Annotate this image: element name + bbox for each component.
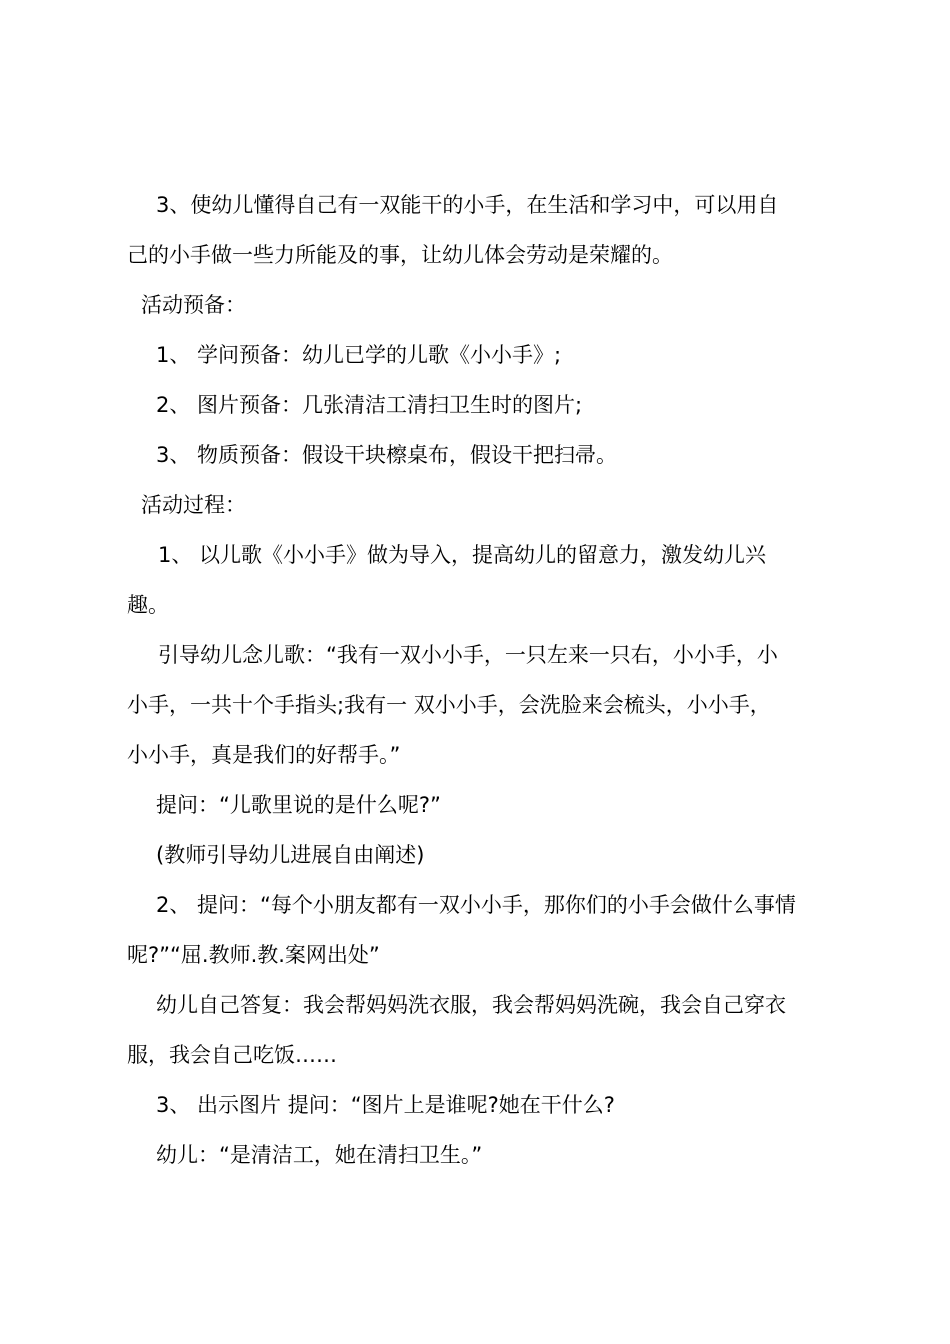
text-line: 小小手，真是我们的好帮手。” (127, 743, 401, 767)
list-item: 3、 物质预备：假设干块檫桌布，假设干把扫帚。 (156, 443, 618, 467)
section-heading: 活动预备： (141, 293, 246, 317)
list-item: 2、 提问：“每个小朋友都有一双小小手，那你们的小手会做什么事情 (156, 893, 796, 917)
text-line: 服，我会自己吃饭…… (127, 1043, 337, 1067)
text-line: 幼儿自己答复：我会帮妈妈洗衣服，我会帮妈妈洗碗，我会自己穿衣 (156, 993, 786, 1017)
list-item: 1、 以儿歌《小小手》做为导入，提高幼儿的留意力，激发幼儿兴 (158, 543, 767, 567)
section-heading: 活动过程： (141, 493, 246, 517)
list-item: 2、 图片预备：几张清洁工清扫卫生时的图片; (156, 393, 583, 417)
text-line: (教师引导幼儿进展自由阐述) (156, 843, 425, 867)
list-item: 3、 出示图片 提问：“图片上是谁呢?她在干什么? (156, 1093, 615, 1117)
text-line: 提问：“儿歌里说的是什么呢?” (156, 793, 441, 817)
text-line: 引导幼儿念儿歌：“我有一双小小手，一只左来一只右，小小手，小 (158, 643, 778, 667)
text-line: 呢?”“屈.教师.教.案网出处” (127, 943, 380, 967)
text-line: 3、使幼儿懂得自己有一双能干的小手，在生活和学习中，可以用自 (156, 193, 779, 217)
list-item: 1、 学问预备：幼儿已学的儿歌《小小手》; (156, 343, 562, 367)
text-line: 幼儿：“是清洁工，她在清扫卫生。” (156, 1143, 483, 1167)
text-line: 小手，一共十个手指头;我有一 双小小手，会洗脸来会梳头，小小手， (127, 693, 771, 717)
text-line: 趣。 (127, 593, 169, 617)
text-line: 己的小手做一些力所能及的事，让幼儿体会劳动是荣耀的。 (127, 243, 673, 267)
